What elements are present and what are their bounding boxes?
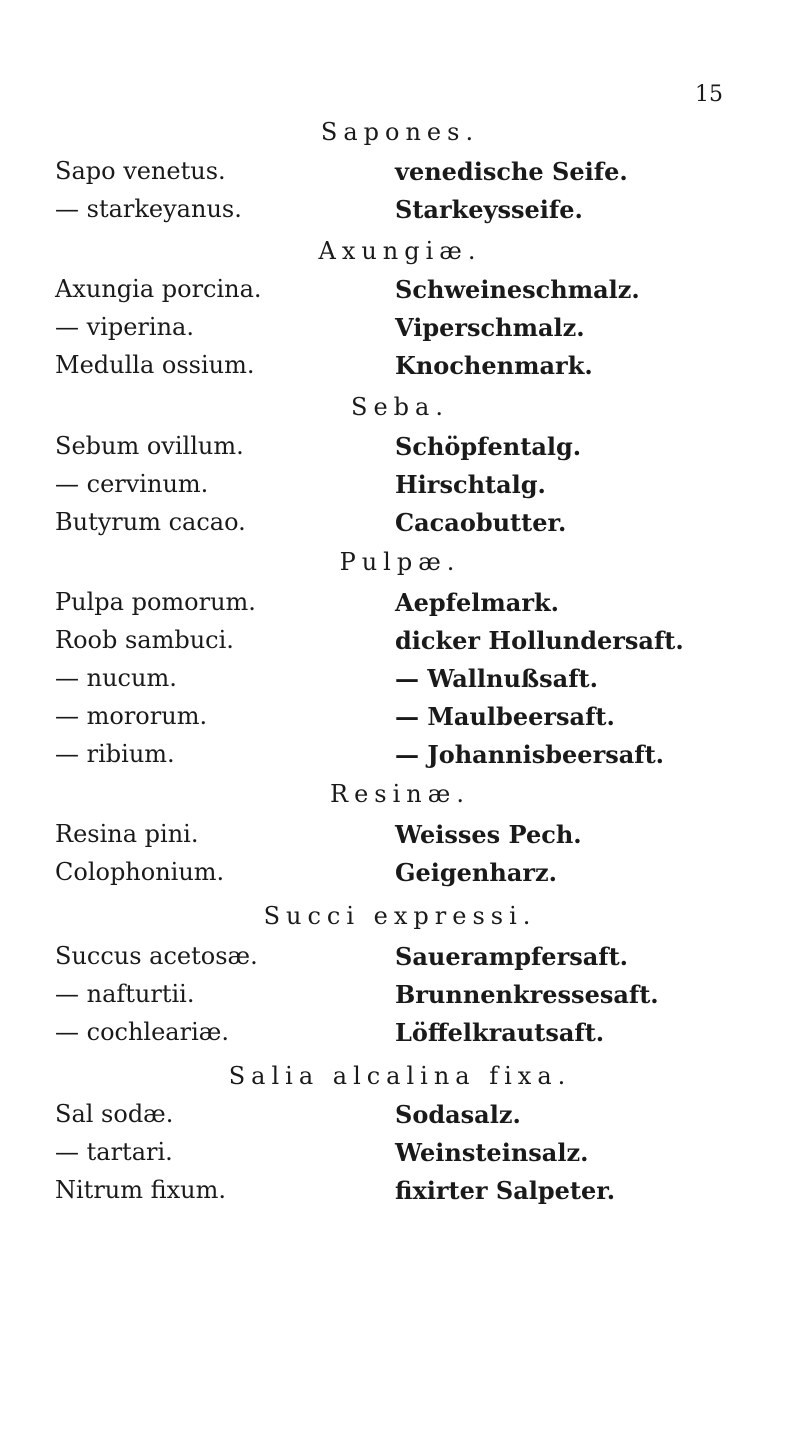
entry-row <box>55 664 775 702</box>
german-term: venedische Seife. <box>395 157 628 186</box>
german-term: Viperschmalz. <box>395 313 585 342</box>
latin-term: — ribium. <box>55 740 175 768</box>
latin-term: Sal sodæ. <box>55 1100 174 1128</box>
latin-term: Medulla ossium. <box>55 351 255 379</box>
entry-row <box>55 1176 775 1214</box>
german-term: Brunnenkressesaft. <box>395 980 659 1009</box>
german-term: Aepfelmark. <box>395 588 559 617</box>
german-term: Sodasalz. <box>395 1100 521 1129</box>
german-term: Cacaobutter. <box>395 508 567 537</box>
latin-term: — nafturtii. <box>55 980 195 1008</box>
section-heading-axungiae: Axungiæ. <box>318 237 482 265</box>
latin-term: — tartari. <box>55 1138 173 1166</box>
german-term: Knochenmark. <box>395 351 593 380</box>
latin-term: Succus acetosæ. <box>55 942 258 970</box>
section-heading-sapones: Sapones. <box>320 118 480 146</box>
german-term: Sauerampfersaft. <box>395 942 629 971</box>
german-term: fixirter Salpeter. <box>395 1176 616 1205</box>
latin-term: — starkeyanus. <box>55 195 242 223</box>
german-term: Schweineschmalz. <box>395 275 640 304</box>
latin-term: — nucum. <box>55 664 177 692</box>
entry-row <box>55 1138 775 1176</box>
latin-term: Resina pini. <box>55 820 199 848</box>
latin-term: Axungia porcina. <box>55 275 262 303</box>
german-term: Geigenharz. <box>395 858 558 887</box>
german-term: dicker Hollundersaft. <box>395 626 684 655</box>
entry-row <box>55 470 775 508</box>
section-heading-salia-alcalina-fixa: Salia alcalina fixa. <box>228 1062 572 1090</box>
entry-row <box>55 626 775 664</box>
section-heading-succi-expressi: Succi expressi. <box>263 902 537 930</box>
section-heading-resinae: Resinæ. <box>330 780 470 808</box>
latin-term: Sapo venetus. <box>55 157 226 185</box>
latin-term: Butyrum cacao. <box>55 508 246 536</box>
entry-row <box>55 820 775 858</box>
entry-row <box>55 157 775 195</box>
latin-term: — cervinum. <box>55 470 209 498</box>
entry-row <box>55 702 775 740</box>
latin-term: — cochleariæ. <box>55 1018 229 1046</box>
entry-row <box>55 195 775 233</box>
german-term: Schöpfentalg. <box>395 432 582 461</box>
latin-term: Colophonium. <box>55 858 225 886</box>
entry-row <box>55 313 775 351</box>
section-heading-pulpae: Pulpæ. <box>339 548 461 576</box>
latin-term: Sebum ovillum. <box>55 432 244 460</box>
german-term: — Maulbeersaft. <box>395 702 615 731</box>
entry-row <box>55 980 775 1018</box>
entry-row <box>55 588 775 626</box>
entry-row <box>55 858 775 896</box>
german-term: Löffelkrautsaft. <box>395 1018 605 1047</box>
entry-row <box>55 1100 775 1138</box>
latin-term: Nitrum fixum. <box>55 1176 227 1204</box>
german-term: Weinsteinsalz. <box>395 1138 589 1167</box>
latin-term: Roob sambuci. <box>55 626 234 654</box>
entry-row <box>55 740 775 778</box>
german-term: Hirschtalg. <box>395 470 546 499</box>
german-term: — Johannisbeersaft. <box>395 740 665 769</box>
entry-row <box>55 351 775 389</box>
entry-row <box>55 942 775 980</box>
entry-row <box>55 432 775 470</box>
entry-row <box>55 508 775 546</box>
german-term: Weisses Pech. <box>395 820 582 849</box>
latin-term: — viperina. <box>55 313 194 341</box>
page-number: 15 <box>695 82 723 107</box>
german-term: — Wallnußsaft. <box>395 664 598 693</box>
section-heading-seba: Seba. <box>351 393 449 421</box>
latin-term: Pulpa pomorum. <box>55 588 256 616</box>
entry-row <box>55 1018 775 1056</box>
latin-term: — mororum. <box>55 702 208 730</box>
entry-row <box>55 275 775 313</box>
german-term: Starkeysseife. <box>395 195 583 224</box>
